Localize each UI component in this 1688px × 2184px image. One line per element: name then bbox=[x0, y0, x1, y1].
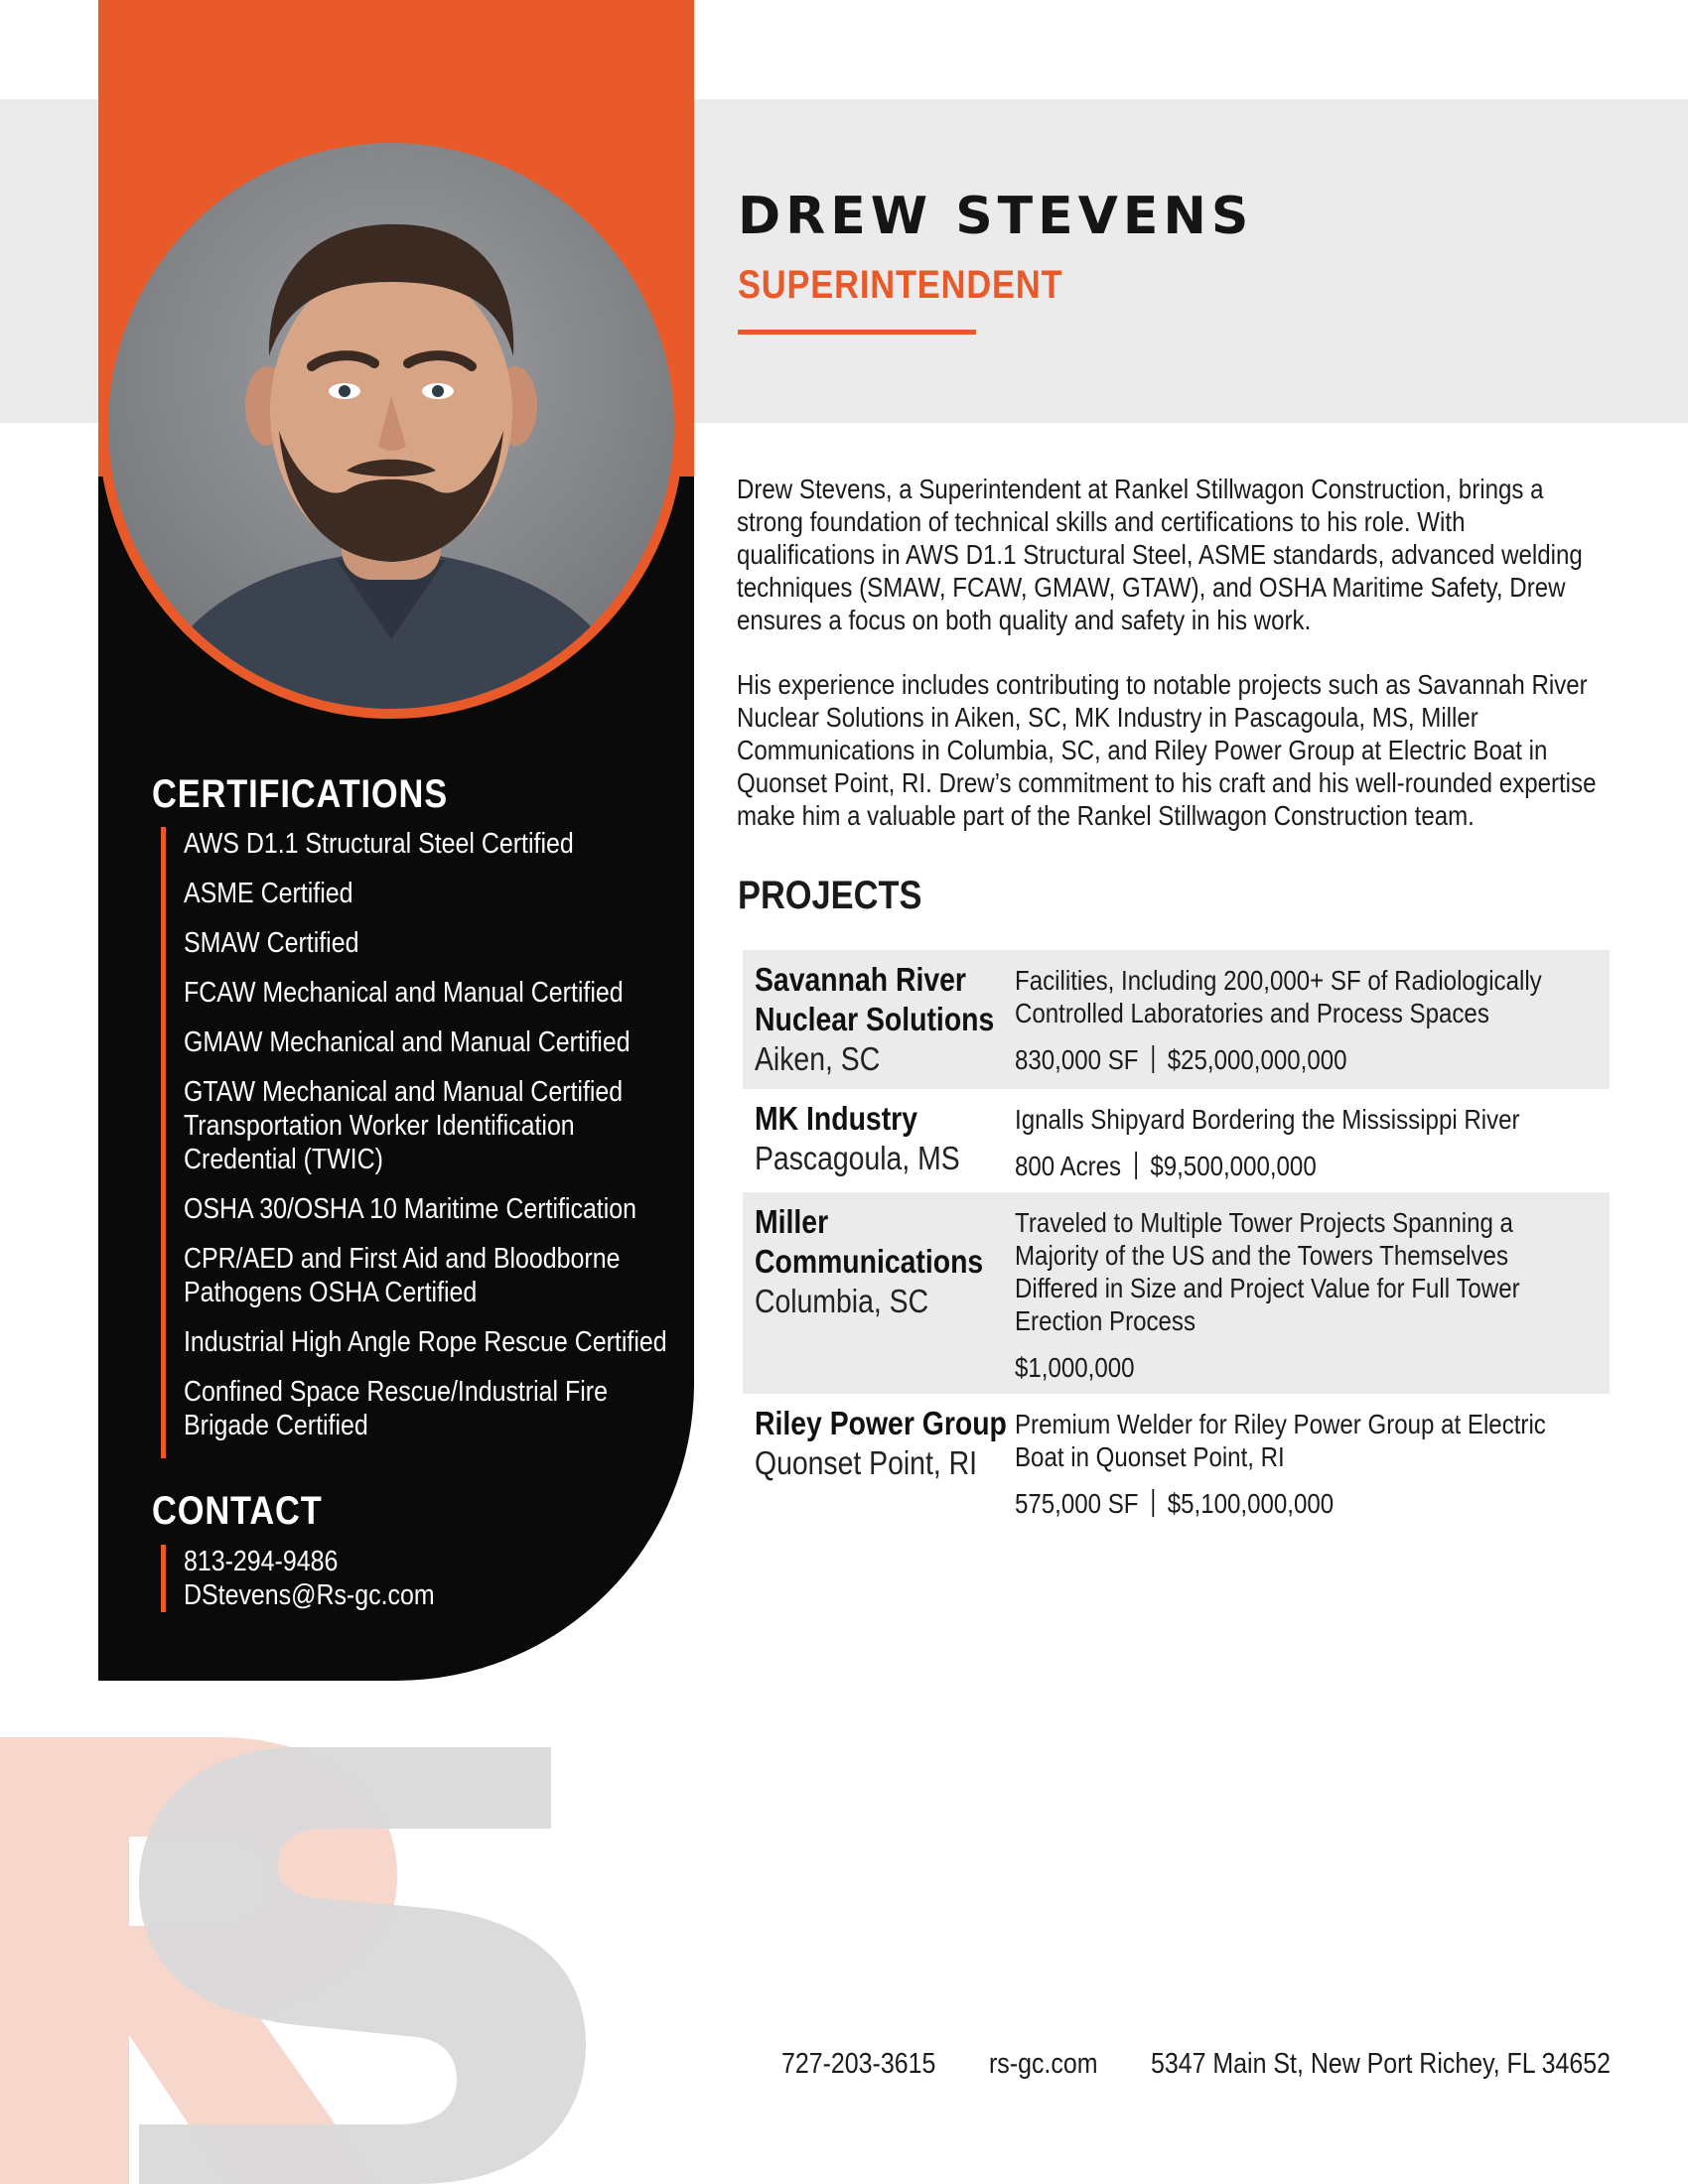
profile-photo bbox=[98, 133, 684, 719]
bio bbox=[737, 473, 1611, 864]
project-name: MK Industry bbox=[755, 1100, 917, 1137]
certifications-heading: CERTIFICATIONS bbox=[152, 772, 449, 816]
project-row bbox=[743, 1089, 1610, 1192]
project-stats bbox=[1015, 1150, 1597, 1182]
project-name: Miller Communications bbox=[755, 1203, 984, 1280]
footer-website[interactable]: rs-gc.com bbox=[989, 2048, 1098, 2080]
project-stats bbox=[1015, 1487, 1597, 1520]
project-location: Columbia, SC bbox=[755, 1283, 929, 1319]
project-row bbox=[743, 1192, 1610, 1394]
certification-item: CPR/AED and First Aid and Bloodborne Pathogens OSHA Certified bbox=[184, 1243, 621, 1308]
project-value: $9,500,000,000 bbox=[1150, 1151, 1317, 1181]
project-location: Pascagoula, MS bbox=[755, 1140, 960, 1176]
stat-divider bbox=[1135, 1152, 1137, 1179]
person-title: SUPERINTENDENT bbox=[738, 263, 1063, 307]
project-row bbox=[743, 950, 1610, 1089]
contact-phone[interactable]: 813-294-9486 bbox=[184, 1546, 339, 1577]
project-description: Facilities, Including 200,000+ SF of Radiologically Controlled Laboratories and Process Spaces bbox=[1015, 965, 1542, 1028]
project-description: Traveled to Multiple Tower Projects Spanning a Majority of the US and the Towers Themselves Differed in Size and Project Value for Full Tower Erection Process bbox=[1015, 1207, 1520, 1336]
project-location: Aiken, SC bbox=[755, 1040, 881, 1077]
bio-paragraph: Drew Stevens, a Superintendent at Rankel Stillwagon Construction, brings a strong foundation of technical skills and certifications to his role. With qualifications in AWS D1.1 Structural Steel, ASME standards, advanced welding techniques (SMAW, FCAW, GMAW, GTAW), and OSHA Maritime Safety, Drew ensures a focus on both quality and safety in his work. bbox=[737, 474, 1583, 635]
certification-item: Industrial High Angle Rope Rescue Certified bbox=[184, 1326, 667, 1358]
projects-table bbox=[743, 950, 1610, 1530]
person-name: DREW STEVENS bbox=[738, 187, 1254, 246]
footer-phone[interactable]: 727-203-3615 bbox=[781, 2048, 936, 2080]
title-underline bbox=[738, 330, 976, 335]
stat-divider bbox=[1152, 1489, 1154, 1517]
certification-item: FCAW Mechanical and Manual Certified bbox=[184, 977, 624, 1009]
certifications-list bbox=[161, 827, 680, 1458]
project-stats bbox=[1015, 1043, 1597, 1076]
stat-divider bbox=[1152, 1045, 1154, 1073]
certification-item: GTAW Mechanical and Manual Certified Transportation Worker Identification Credential (TWIC) bbox=[184, 1076, 624, 1175]
project-value: $25,000,000,000 bbox=[1167, 1044, 1347, 1075]
project-size: 800 Acres bbox=[1015, 1151, 1122, 1181]
certification-item: OSHA 30/OSHA 10 Maritime Certification bbox=[184, 1193, 637, 1225]
project-name: Savannah River Nuclear Solutions bbox=[755, 961, 995, 1037]
contact-email[interactable]: DStevens@Rs-gc.com bbox=[184, 1579, 435, 1611]
certification-item: AWS D1.1 Structural Steel Certified bbox=[184, 828, 574, 860]
project-size: 830,000 SF bbox=[1015, 1044, 1139, 1075]
certification-item: ASME Certified bbox=[184, 878, 353, 909]
project-value: $1,000,000 bbox=[1015, 1352, 1135, 1383]
contact-heading: CONTACT bbox=[152, 1489, 323, 1533]
project-size: 575,000 SF bbox=[1015, 1488, 1139, 1519]
footer-address: 5347 Main St, New Port Richey, FL 34652 bbox=[1151, 2048, 1612, 2080]
project-location: Quonset Point, RI bbox=[755, 1444, 978, 1481]
portrait-image bbox=[108, 143, 674, 709]
projects-heading: PROJECTS bbox=[738, 874, 922, 917]
project-stats bbox=[1015, 1351, 1597, 1384]
rs-logo-watermark bbox=[0, 1717, 616, 2184]
project-row bbox=[743, 1394, 1610, 1530]
certification-item: GMAW Mechanical and Manual Certified bbox=[184, 1026, 631, 1058]
contact-list bbox=[161, 1545, 680, 1612]
project-description: Ignalls Shipyard Bordering the Mississippi River bbox=[1015, 1104, 1520, 1135]
project-name: Riley Power Group bbox=[755, 1405, 1007, 1441]
project-value: $5,100,000,000 bbox=[1167, 1488, 1335, 1519]
certification-item: SMAW Certified bbox=[184, 927, 359, 959]
bio-paragraph: His experience includes contributing to notable projects such as Savannah River Nuclear Solutions in Aiken, SC, MK Industry in Pascagoula, MS, Miller Communications in Columbia, SC, and Riley Power Group at Electric Boat in Quonset Point, RI. Drew’s commitment to his craft and his well-rounded expertise make him a valuable part of the Rankel Stillwagon Construction team. bbox=[737, 669, 1597, 831]
project-description: Premium Welder for Riley Power Group at Electric Boat in Quonset Point, RI bbox=[1015, 1409, 1546, 1472]
certification-item: Confined Space Rescue/Industrial Fire Brigade Certified bbox=[184, 1376, 608, 1441]
